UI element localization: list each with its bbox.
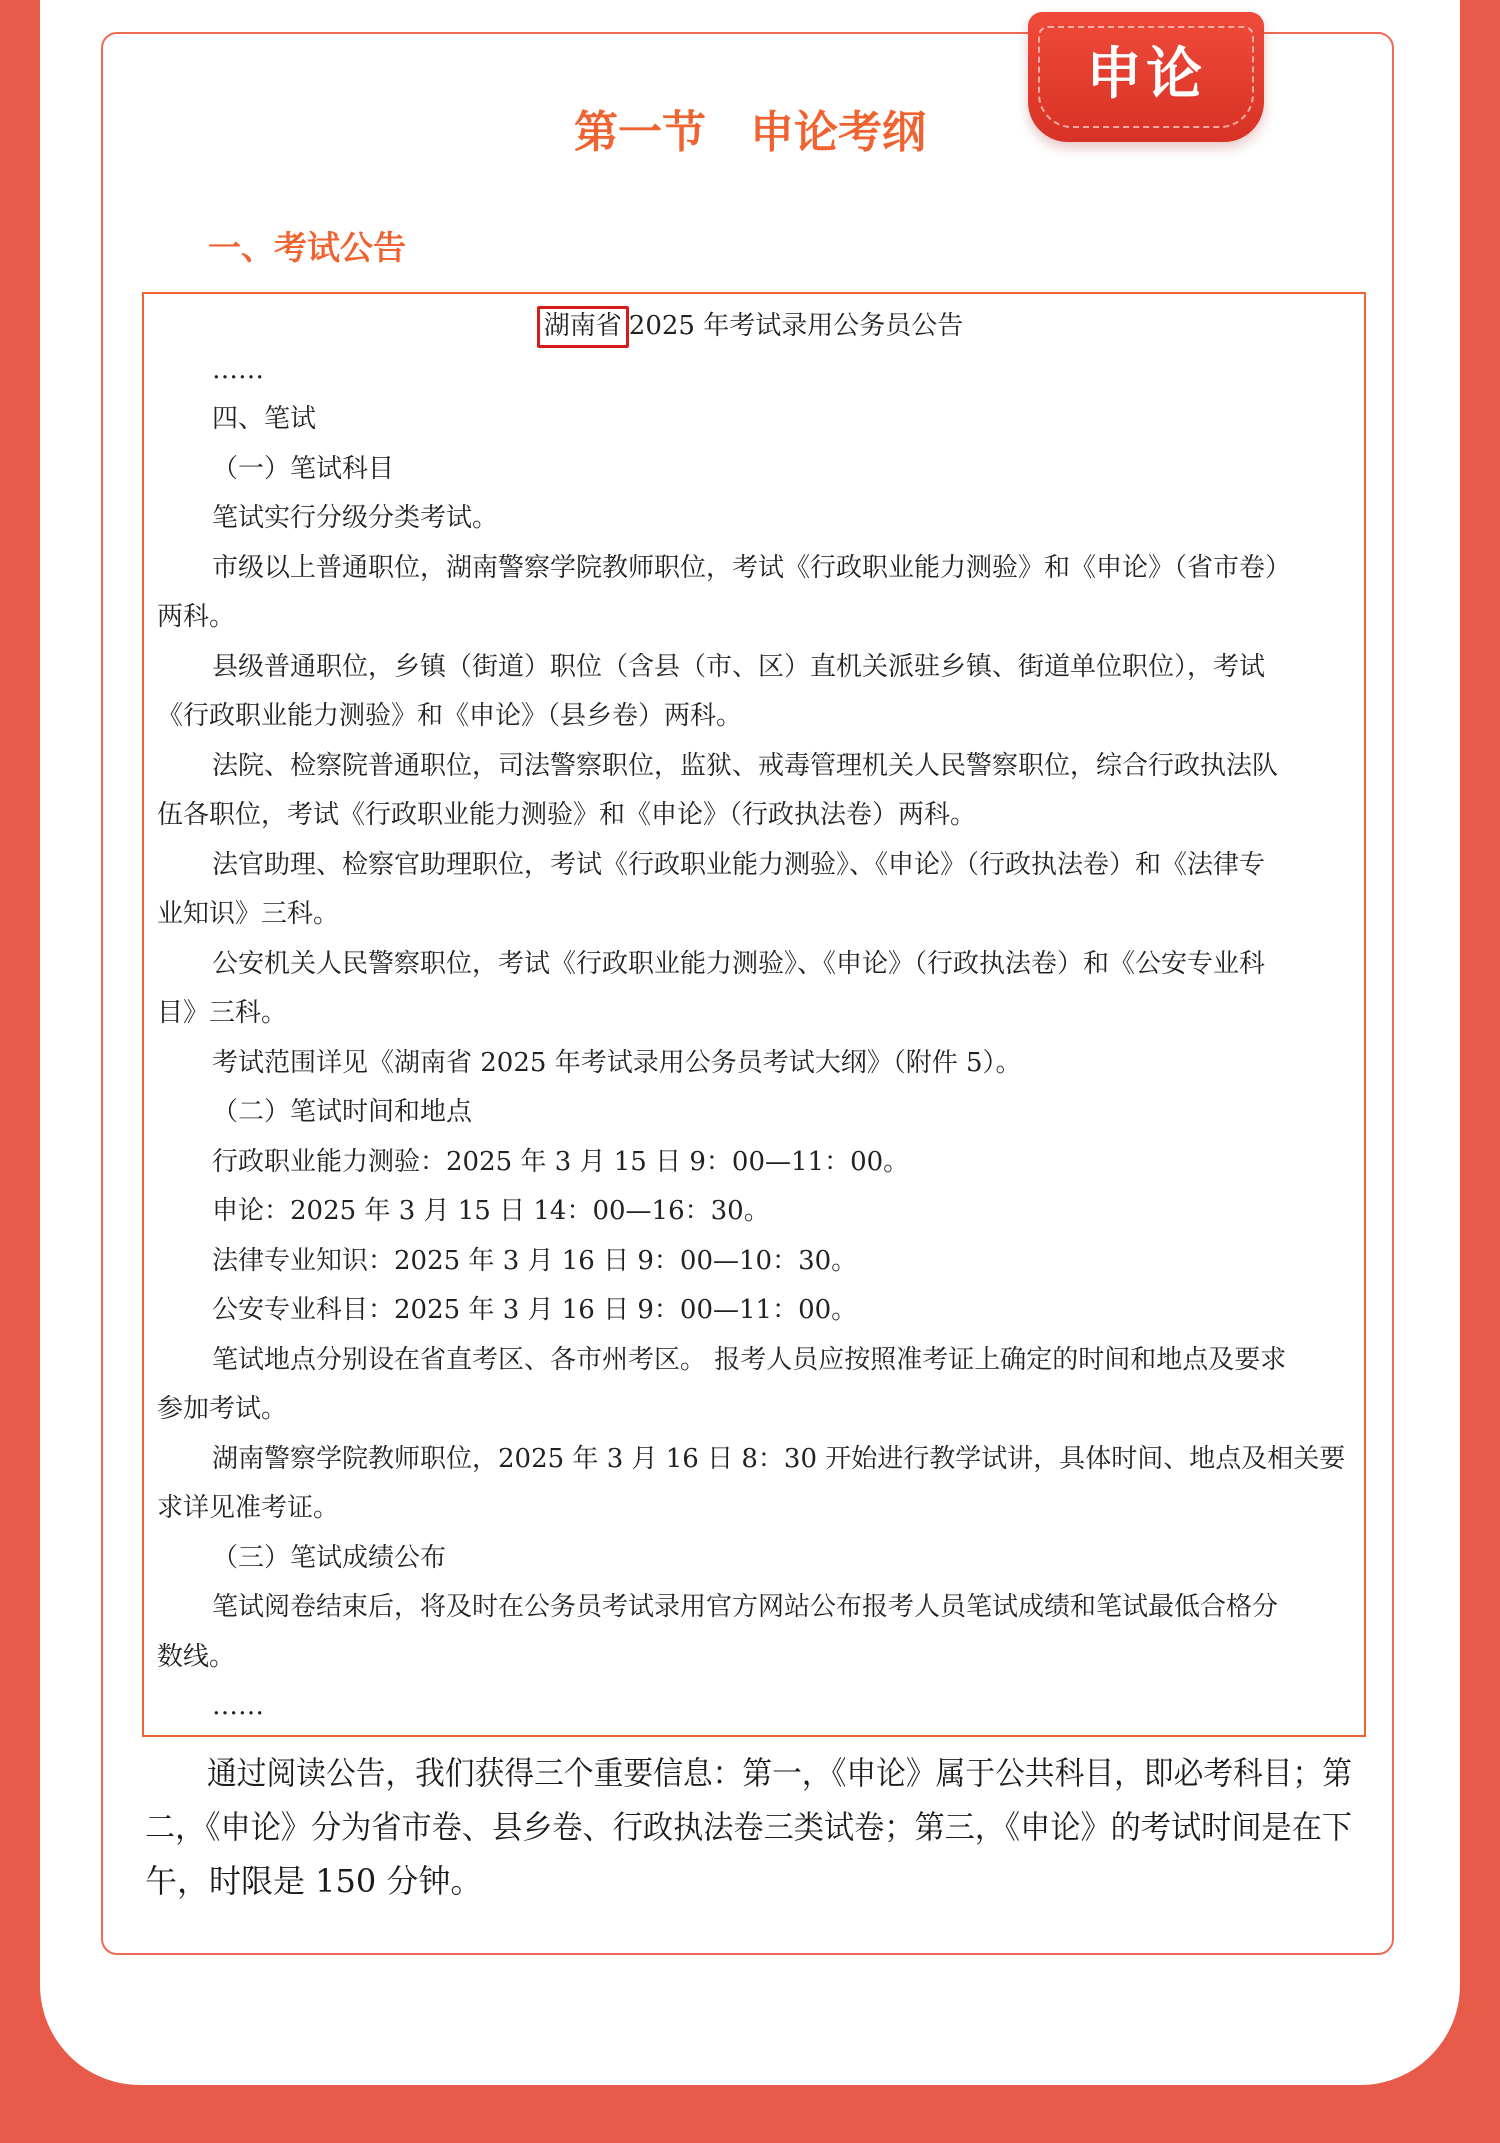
tab-label: 申论	[1086, 42, 1206, 107]
notice-line: 法院、检察院普通职位，司法警察职位，监狱、戒毒管理机关人民警察职位，综合行政执法队	[212, 751, 1279, 781]
notice-line: 目》三科。	[157, 998, 288, 1028]
notice-line: 笔试实行分级分类考试。	[212, 503, 499, 533]
notice-line: 四、笔试	[212, 404, 317, 434]
notice-line: 伍各职位，考试《行政职业能力测验》和《申论》（行政执法卷）两科。	[157, 800, 977, 830]
notice-line: 县级普通职位，乡镇（街道）职位（含县（市、区）直机关派驻乡镇、街道单位职位），考试	[212, 652, 1266, 682]
notice-line: 行政职业能力测验：2025 年 3 月 15 日 9：00—11：00。	[212, 1147, 910, 1177]
notice-line: 市级以上普通职位，湖南警察学院教师职位，考试《行政职业能力测验》和《申论》（省市卷）	[212, 553, 1292, 583]
notice-line: ……	[212, 355, 264, 385]
notice-line: 《行政职业能力测验》和《申论》（县乡卷）两科。	[157, 701, 743, 731]
notice-line: （一）笔试科目	[212, 454, 395, 484]
notice-line: 法官助理、检察官助理职位，考试《行政职业能力测验》、《申论》（行政执法卷）和《法律专	[212, 850, 1266, 880]
notice-line: 笔试阅卷结束后，将及时在公务员考试录用官方网站公布报考人员笔试成绩和笔试最低合格分	[212, 1592, 1279, 1622]
highlighted-province: 湖南省	[537, 306, 629, 348]
conclusion-line: 二，《申论》分为省市卷、县乡卷、行政执法卷三类试卷；第三，《申论》的考试时间是在下	[145, 1808, 1353, 1846]
conclusion-line: 午，时限是 150 分钟。	[145, 1862, 483, 1900]
notice-line: （三）笔试成绩公布	[212, 1543, 447, 1573]
notice-line: 湖南警察学院教师职位，2025 年 3 月 16 日 8：30 开始进行教学试讲，具体时间、地点及相关要	[212, 1444, 1346, 1474]
notice-line: 法律专业知识：2025 年 3 月 16 日 9：00—10：30。	[212, 1246, 858, 1276]
notice-line: 参加考试。	[157, 1394, 288, 1424]
notice-line: 两科。	[157, 602, 236, 632]
notice-line: 公安机关人民警察职位，考试《行政职业能力测验》、《申论》（行政执法卷）和《公安专业科	[212, 949, 1266, 979]
notice-line: 求详见准考证。	[157, 1493, 340, 1523]
notice-line: 业知识》三科。	[157, 899, 340, 929]
section-title: 第一节 申论考纲	[574, 107, 926, 158]
notice-title-rest: 2025 年考试录用公务员公告	[628, 311, 964, 341]
notice-line: 申论：2025 年 3 月 15 日 14：00—16：30。	[212, 1196, 770, 1226]
conclusion-line: 通过阅读公告，我们获得三个重要信息：第一，《申论》属于公共科目，即必考科目；第	[207, 1754, 1353, 1792]
notice-line: ……	[212, 1691, 264, 1721]
sub-heading: 一、考试公告	[208, 228, 406, 267]
notice-line: 笔试地点分别设在省直考区、各市州考区。 报考人员应按照准考证上确定的时间和地点及要求	[212, 1345, 1287, 1375]
notice-line: 考试范围详见《湖南省 2025 年考试录用公务员考试大纲》（附件 5）。	[212, 1048, 1022, 1078]
notice-line: 公安专业科目：2025 年 3 月 16 日 9：00—11：00。	[212, 1295, 858, 1325]
notice-title	[0, 304, 1500, 348]
notice-line: 数线。	[157, 1642, 236, 1672]
notice-line: （二）笔试时间和地点	[212, 1097, 473, 1127]
